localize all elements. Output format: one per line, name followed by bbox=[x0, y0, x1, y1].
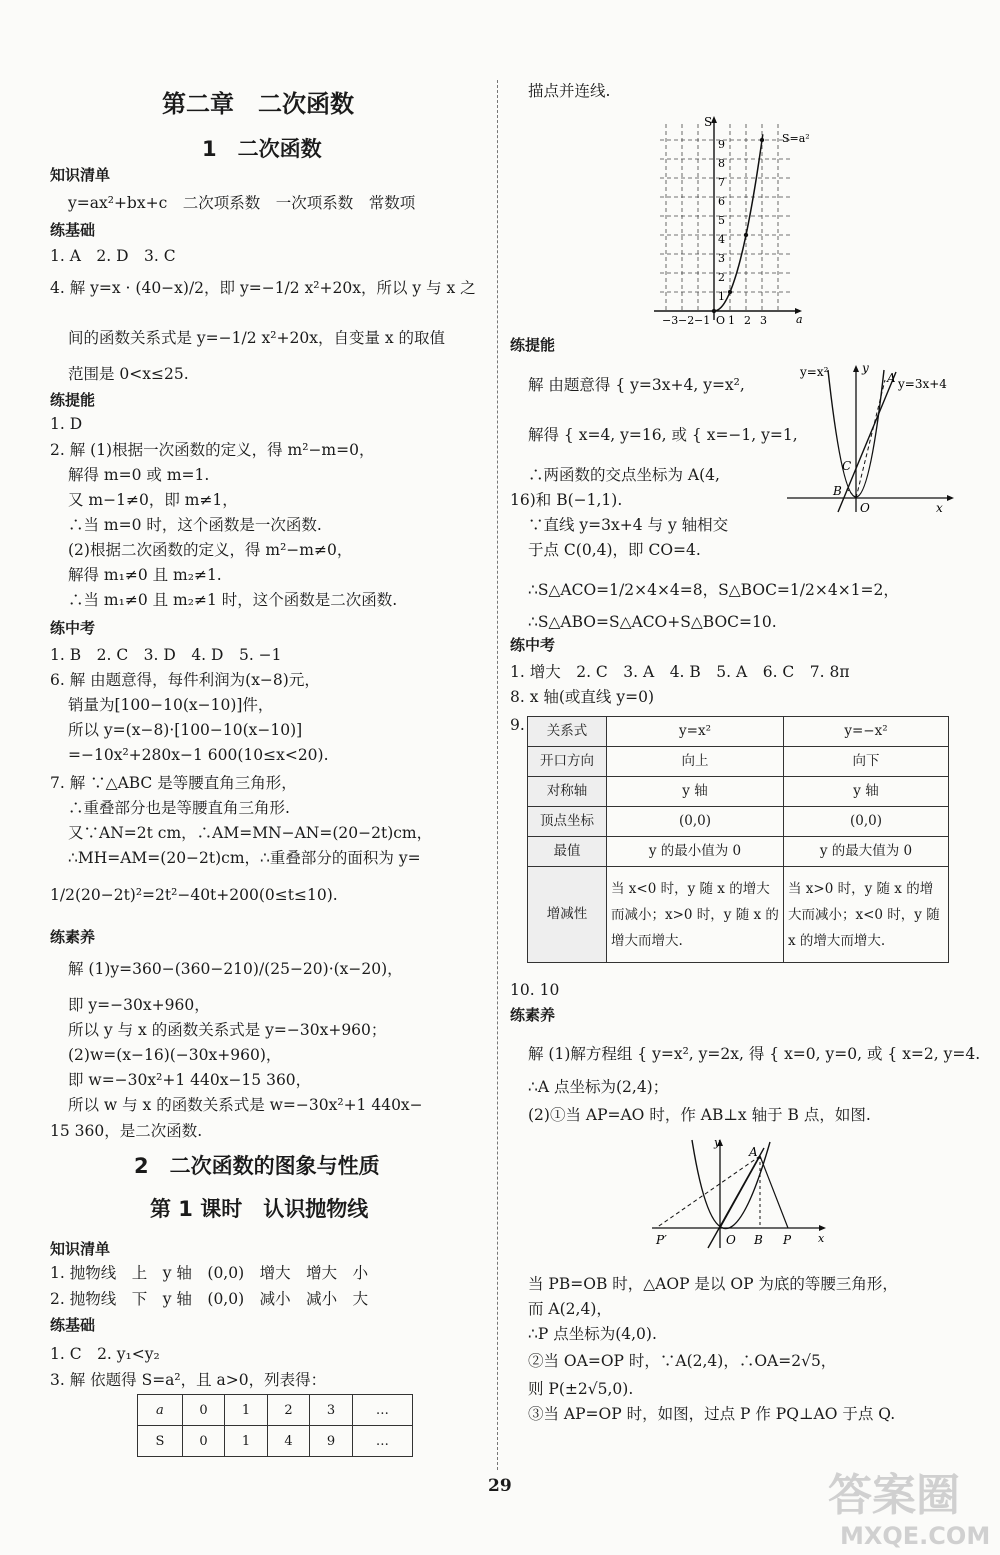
x-tick-label: −2 bbox=[678, 314, 695, 324]
text-line: 则 P(±2√5,0). bbox=[528, 1380, 634, 1398]
table-cell: 最值 bbox=[528, 837, 607, 867]
text-line: 解得 { x=4, y=16, 或 { x=−1, y=1, bbox=[528, 426, 798, 444]
table-cell: 向下 bbox=[784, 747, 949, 777]
text-line: 1. D bbox=[50, 415, 83, 433]
page-number: 29 bbox=[488, 1476, 512, 1496]
text-line: =−10x²+280x−1 600(10≤x<20). bbox=[68, 746, 329, 764]
text-line: 而 A(2,4)， bbox=[528, 1300, 612, 1318]
watermark-logo: 答案圈 bbox=[828, 1470, 960, 1521]
text-line: ∴P 点坐标为(4,0). bbox=[528, 1325, 657, 1343]
table-row bbox=[528, 717, 949, 747]
table-cell: 2 bbox=[267, 1395, 309, 1426]
section-heading: 知识清单 bbox=[50, 166, 111, 184]
text-line: 1. B 2. C 3. D 4. D 5. −1 bbox=[50, 646, 282, 664]
text-line: 4. 解 y=x · (40−x)/2，即 y=−1/2 x²+20x，所以 y 与 x 之 bbox=[50, 279, 476, 297]
column-divider bbox=[497, 80, 498, 1470]
table-cell: 对称轴 bbox=[528, 777, 607, 807]
text-line: 于点 C(0,4)，即 CO=4. bbox=[528, 541, 701, 559]
table-row bbox=[528, 747, 949, 777]
section-heading: 练提能 bbox=[50, 391, 96, 409]
text-line: 所以 w 与 x 的函数关系式是 w=−30x²+1 440x− bbox=[68, 1096, 423, 1114]
table-header: y=x² bbox=[607, 717, 784, 747]
lesson-title: 第 1 课时 认识抛物线 bbox=[150, 1197, 369, 1221]
text-line: 7. 解 ∵△ABC 是等腰直角三角形， bbox=[50, 774, 297, 792]
point-b: B bbox=[833, 484, 842, 498]
plot-point bbox=[728, 290, 732, 294]
section-heading: 练中考 bbox=[50, 619, 96, 637]
section-heading: 练提能 bbox=[510, 336, 556, 354]
text-line: ③当 AP=OP 时，如图，过点 P 作 PQ⊥AO 于点 Q. bbox=[528, 1405, 896, 1423]
point-b: B bbox=[754, 1233, 763, 1247]
table-cell: 当 x<0 时，y 随 x 的增大而减小；x>0 时，y 随 x 的增大而增大. bbox=[607, 867, 784, 963]
table-cell: … bbox=[352, 1426, 412, 1457]
table-cell: y 的最小值为 0 bbox=[607, 837, 784, 867]
table-cell: a bbox=[138, 1395, 183, 1426]
table-row bbox=[528, 837, 949, 867]
text-line: 又 m−1≠0，即 m≠1， bbox=[68, 491, 238, 509]
text-line: 所以 y=(x−8)·[100−10(x−10)] bbox=[68, 721, 303, 739]
y-tick-label: 5 bbox=[718, 214, 725, 227]
text-line: 3. 解 依题得 S=a²，且 a>0，列表得： bbox=[50, 1371, 327, 1389]
text-line: 当 PB=OB 时，△AOP 是以 OP 为底的等腰三角形， bbox=[528, 1275, 898, 1293]
x-tick-label: 3 bbox=[760, 314, 767, 324]
text-line: ∴MH=AM=(20−2t)cm，∴重叠部分的面积为 y= bbox=[68, 849, 421, 867]
table-row bbox=[528, 777, 949, 807]
curve-label: S=a² bbox=[782, 132, 810, 145]
y-tick-label: 8 bbox=[718, 157, 725, 170]
point-a: A bbox=[887, 371, 896, 385]
properties-table bbox=[527, 716, 949, 963]
watermark-url: MXQE.COM bbox=[840, 1522, 991, 1550]
table-header: y=−x² bbox=[784, 717, 949, 747]
text-line: 6. 解 由题意得，每件利润为(x−8)元， bbox=[50, 671, 320, 689]
table-row bbox=[528, 807, 949, 837]
table-row bbox=[138, 1395, 413, 1426]
text-line: 解得 m₁≠0 且 m₂≠1. bbox=[68, 566, 222, 584]
table-cell: 顶点坐标 bbox=[528, 807, 607, 837]
text-line: 销量为[100−10(x−10)]件， bbox=[68, 696, 274, 714]
section-heading: 练素养 bbox=[510, 1006, 556, 1024]
table-row bbox=[138, 1426, 413, 1457]
axis-label-s: S bbox=[704, 115, 713, 129]
text-line: 即 y=−30x+960， bbox=[68, 996, 210, 1014]
graph-s-a2 bbox=[650, 112, 810, 324]
text-line: 1. 增大 2. C 3. A 4. B 5. A 6. C 7. 8π bbox=[510, 663, 850, 681]
text-line: 15 360，是二次函数. bbox=[50, 1122, 203, 1140]
point-p-prime: P′ bbox=[656, 1233, 667, 1247]
text-line: (2)w=(x−16)(−30x+960)， bbox=[68, 1046, 282, 1064]
table-cell: y 轴 bbox=[784, 777, 949, 807]
text-line: 9. bbox=[510, 716, 525, 734]
table-cell: 9 bbox=[310, 1426, 352, 1457]
text-line: 1. C 2. y₁<y₂ bbox=[50, 1345, 160, 1363]
y-tick-label: 2 bbox=[718, 271, 725, 284]
text-line: 2. 抛物线 下 y 轴 (0,0) 减小 减小 大 bbox=[50, 1290, 369, 1308]
text-line: (2)根据二次函数的定义，得 m²−m≠0， bbox=[68, 541, 353, 559]
table-header: 关系式 bbox=[528, 717, 607, 747]
origin-o: O bbox=[860, 501, 870, 515]
table-cell: 1 bbox=[225, 1395, 267, 1426]
axis-y: y bbox=[862, 362, 869, 375]
table-cell: 1 bbox=[225, 1426, 267, 1457]
table-cell: (0,0) bbox=[784, 807, 949, 837]
point-p: P bbox=[783, 1233, 792, 1247]
table-cell: 当 x>0 时，y 随 x 的增大而减小；x<0 时，y 随 x 的增大而增大. bbox=[784, 867, 949, 963]
axis-y: y bbox=[714, 1136, 721, 1149]
section-heading: 练基础 bbox=[50, 1316, 96, 1334]
table-cell: y 的最大值为 0 bbox=[784, 837, 949, 867]
table-cell: … bbox=[352, 1395, 412, 1426]
plot-point bbox=[760, 138, 764, 142]
section-title: 2 二次函数的图象与性质 bbox=[134, 1154, 380, 1178]
origin-o: O bbox=[726, 1233, 736, 1247]
x-tick-label: 1 bbox=[728, 314, 735, 324]
text-line: 8. x 轴(或直线 y=0) bbox=[510, 688, 655, 706]
table-cell: 增减性 bbox=[528, 867, 607, 963]
x-tick-label: 2 bbox=[744, 314, 751, 324]
x-tick-label: O bbox=[716, 314, 726, 324]
text-line: ∴当 m₁≠0 且 m₂≠1 时，这个函数是二次函数. bbox=[68, 591, 398, 609]
table-cell: 0 bbox=[182, 1426, 224, 1457]
text-line: 2. 解 (1)根据一次函数的定义，得 m²−m=0， bbox=[50, 441, 375, 459]
text-line: ②当 OA=OP 时，∵A(2,4)，∴OA=2√5， bbox=[528, 1352, 837, 1370]
text-line: 1. A 2. D 3. C bbox=[50, 247, 176, 265]
text-line: ∴S△ACO=1/2×4×4=8，S△BOC=1/2×4×1=2， bbox=[528, 581, 899, 599]
table-row bbox=[528, 867, 949, 963]
table-cell: 4 bbox=[267, 1426, 309, 1457]
label-y-3x4: y=3x+4 bbox=[898, 377, 947, 391]
text-line: 描点并连线. bbox=[528, 82, 611, 100]
table-cell: (0,0) bbox=[607, 807, 784, 837]
table-cell: 3 bbox=[310, 1395, 352, 1426]
text-line: 16)和 B(−1,1). bbox=[510, 491, 623, 509]
text-line: 解 由题意得 { y=3x+4, y=x², bbox=[528, 376, 745, 394]
plot-point bbox=[744, 233, 748, 237]
table-cell: S bbox=[138, 1426, 183, 1457]
text-line: (2)①当 AP=AO 时，作 AB⊥x 轴于 B 点，如图. bbox=[528, 1106, 871, 1124]
section-title: 1 二次函数 bbox=[202, 137, 322, 161]
axis-x: x bbox=[818, 1232, 825, 1245]
axis-label-a: a bbox=[796, 313, 803, 324]
graph-parabola-line bbox=[782, 362, 960, 520]
y-tick-label: 1 bbox=[718, 290, 725, 303]
text-line: ∴重叠部分也是等腰直角三角形. bbox=[68, 799, 290, 817]
text-line: 即 w=−30x²+1 440x−15 360， bbox=[68, 1071, 312, 1089]
label-y-x2: y=x² bbox=[800, 365, 829, 379]
section-heading: 练素养 bbox=[50, 928, 96, 946]
text-line: 又∵AN=2t cm，∴AM=MN−AN=(20−2t)cm， bbox=[68, 824, 433, 842]
graph-isosceles bbox=[652, 1136, 832, 1250]
y-tick-label: 3 bbox=[718, 252, 725, 265]
text-line: ∴A 点坐标为(2,4)； bbox=[528, 1078, 669, 1096]
text-line: 解得 m=0 或 m=1. bbox=[68, 466, 210, 484]
text-line: ∴两函数的交点坐标为 A(4, bbox=[528, 466, 720, 484]
text-line: 1/2(20−2t)²=2t²−40t+200(0≤t≤10). bbox=[50, 886, 338, 904]
text-line: y=ax²+bx+c 二次项系数 一次项系数 常数项 bbox=[68, 194, 416, 212]
text-line: ∴S△ABO=S△ACO+S△BOC=10. bbox=[528, 613, 777, 631]
a-s-table bbox=[137, 1394, 413, 1457]
table-cell: 开口方向 bbox=[528, 747, 607, 777]
section-heading: 练基础 bbox=[50, 221, 96, 239]
text-line: 间的函数关系式是 y=−1/2 x²+20x，自变量 x 的取值 bbox=[68, 329, 446, 347]
y-tick-label: 7 bbox=[718, 176, 725, 189]
x-tick-label: −3 bbox=[662, 314, 679, 324]
x-tick-label: −1 bbox=[694, 314, 711, 324]
text-line: ∵直线 y=3x+4 与 y 轴相交 bbox=[528, 516, 729, 534]
table-cell: y 轴 bbox=[607, 777, 784, 807]
text-line: 范围是 0<x≤25. bbox=[68, 365, 189, 383]
table-cell: 向上 bbox=[607, 747, 784, 777]
text-line: 所以 y 与 x 的函数关系式是 y=−30x+960； bbox=[68, 1021, 387, 1039]
table-cell: 0 bbox=[182, 1395, 224, 1426]
plot-point bbox=[712, 309, 716, 313]
text-line: 1. 抛物线 上 y 轴 (0,0) 增大 增大 小 bbox=[50, 1264, 369, 1282]
axis-x: x bbox=[936, 501, 943, 515]
y-tick-label: 4 bbox=[718, 233, 725, 246]
text-line: ∴当 m=0 时，这个函数是一次函数. bbox=[68, 516, 322, 534]
y-tick-label: 9 bbox=[718, 138, 725, 151]
chapter-title: 第二章 二次函数 bbox=[162, 90, 354, 118]
point-c: C bbox=[842, 459, 852, 473]
y-tick-label: 6 bbox=[718, 195, 725, 208]
text-line: 解 (1)y=360−(360−210)/(25−20)·(x−20)， bbox=[68, 960, 403, 978]
section-heading: 知识清单 bbox=[50, 1240, 111, 1258]
text-line: 10. 10 bbox=[510, 981, 560, 999]
text-line: 解 (1)解方程组 { y=x², y=2x, 得 { x=0, y=0, 或 { x=2, y=4. bbox=[528, 1045, 981, 1063]
point-a: A bbox=[749, 1145, 758, 1159]
section-heading: 练中考 bbox=[510, 636, 556, 654]
